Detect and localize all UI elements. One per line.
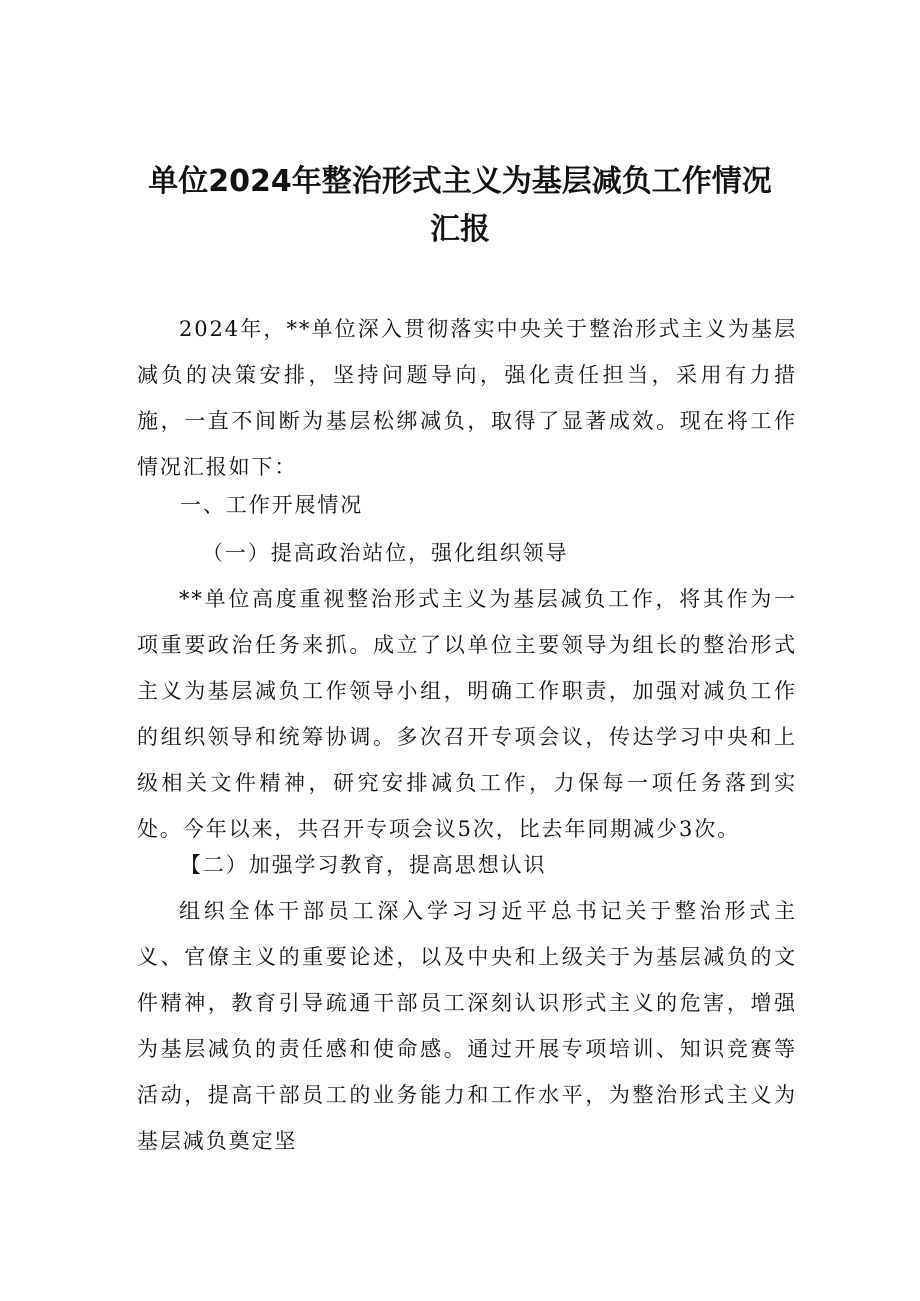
document-title [110,158,810,254]
section-heading-work-progress: 一、工作开展情况 [180,493,364,517]
subsection-paragraph-organization-leadership: **单位高度重视整治形式主义为基层减负工作，将其作为一项重要政治任务来抓。成立了以单位主要领导为组长的整治形式主义为基层减负工作领导小组，明确工作职责，加强对减负工作的组织领导和统筹协调。多次召开专项会议，传达学习中央和上级相关文件精神，研究安排减负工作，力保每一项任务落到实处。今年以来，共召开专项会议5次，比去年同期减少3次。 [137,587,797,841]
intro-paragraph: 2024年，**单位深入贯彻落实中央关于整治形式主义为基层减负的决策安排，坚持问题导向，强化责任担当，采用有力措施，一直不间断为基层松绑减负，取得了显著成效。现在将工作情况汇报如下： [137,317,797,479]
subsection-heading-learning-education: 【二）加强学习教育，提高思想认识 [180,853,547,877]
document-title-line-1: 单位2024年整治形式主义为基层减负工作情况 [148,164,772,199]
document-title-line-2: 汇报 [430,212,490,247]
subsection-paragraph-learning-education: 组织全体干部员工深入学习习近平总书记关于整治形式主义、官僚主义的重要论述，以及中央和上级关于为基层减负的文件精神，教育引导疏通干部员工深刻认识形式主义的危害，增强为基层减负的责任感和使命感。通过开展专项培训、知识竞赛等活动，提高干部员工的业务能力和工作水平，为整治形式主义为基层减负奠定坚 [137,899,797,1153]
subsection-heading-political-stance: （一）提高政治站位，强化组织领导 [202,541,569,565]
